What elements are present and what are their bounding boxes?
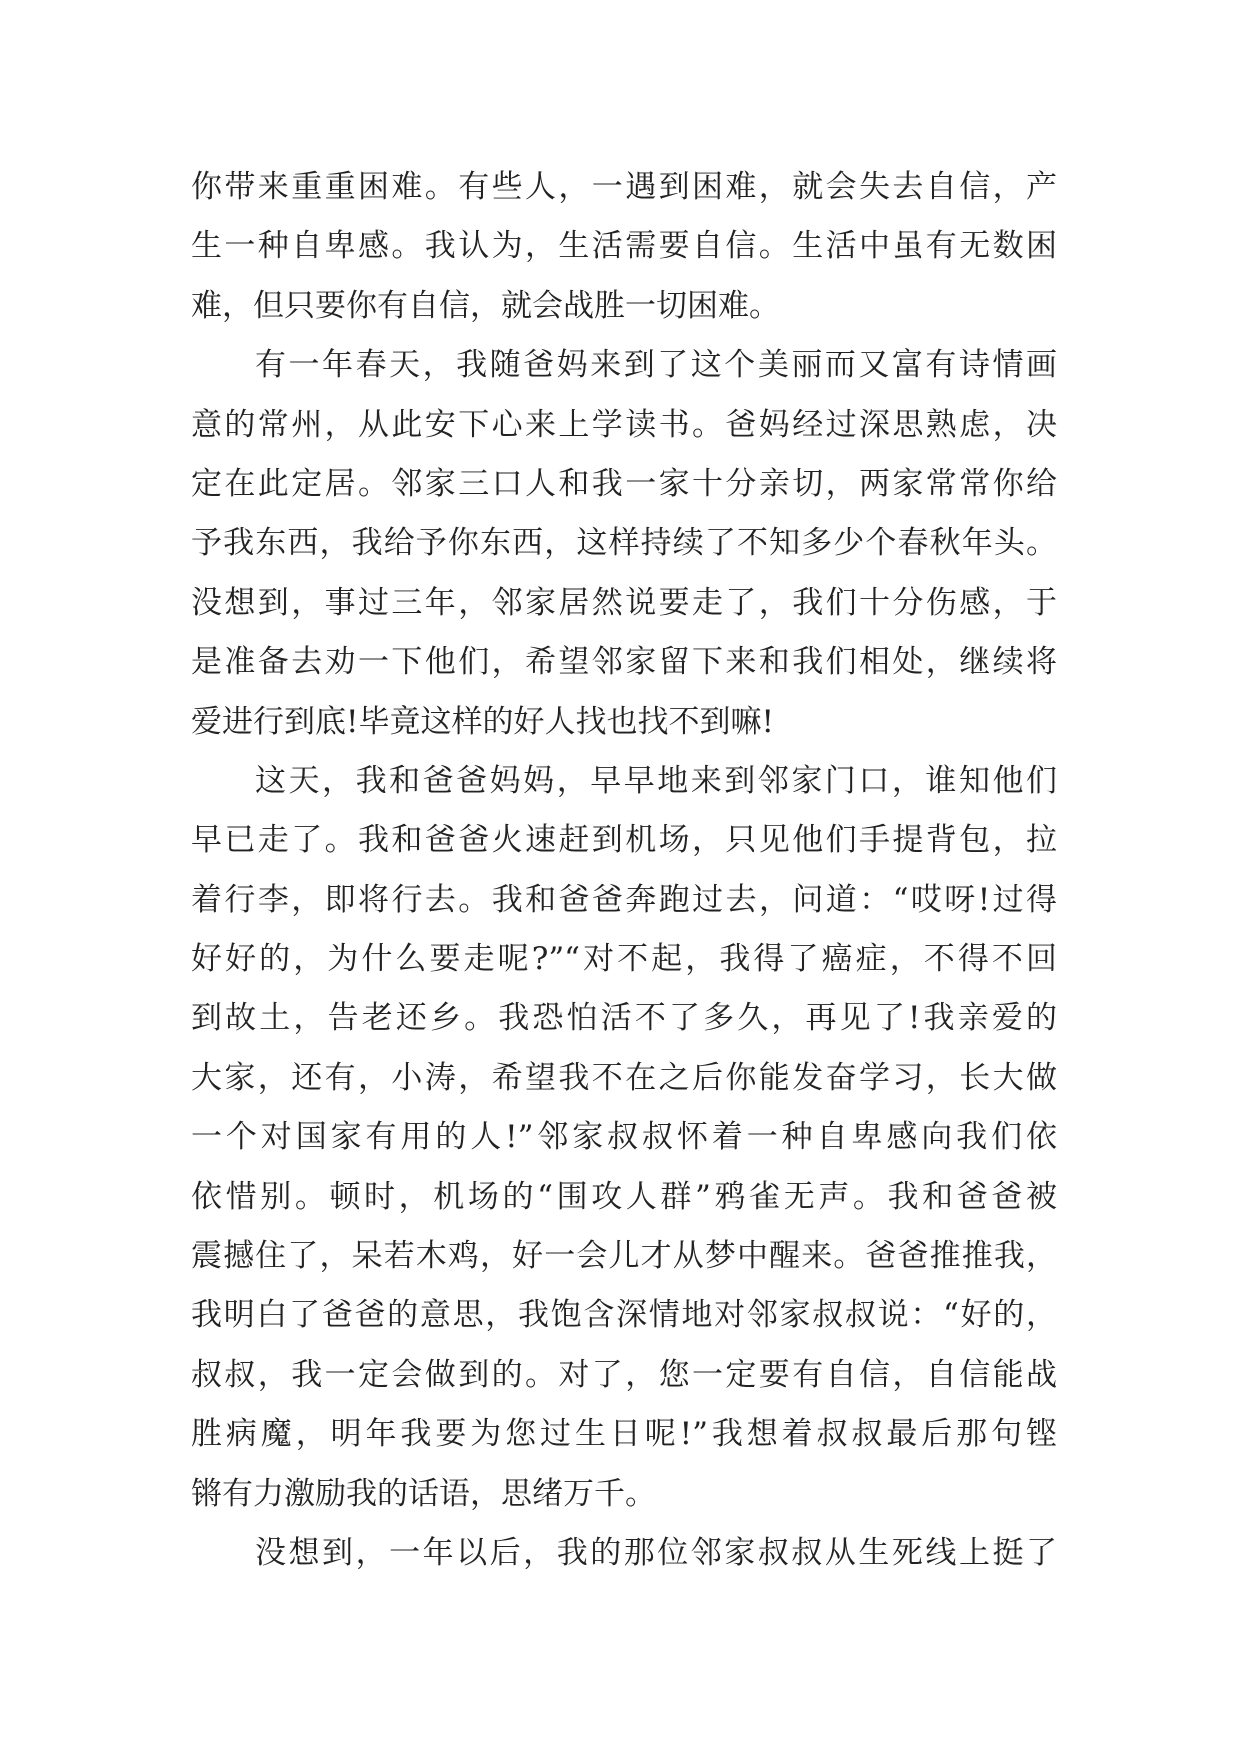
text-line: 定在此定居。邻家三口人和我一家十分亲切，两家常常你给	[191, 465, 1057, 502]
text-line: 意的常州，从此安下心来上学读书。爸妈经过深思熟虑，决	[191, 406, 1057, 443]
text-line: 震撼住了，呆若木鸡，好一会儿才从梦中醒来。爸爸推推我，	[191, 1238, 1057, 1275]
text-line: 生一种自卑感。我认为，生活需要自信。生活中虽有无数困	[191, 228, 1057, 265]
text-line: 早已走了。我和爸爸火速赶到机场，只见他们手提背包，拉	[191, 822, 1057, 859]
text-line: 爱进行到底!毕竟这样的好人找也找不到嘛!	[191, 703, 774, 740]
text-line: 是准备去劝一下他们，希望邻家留下来和我们相处，继续将	[191, 644, 1057, 681]
body-text	[191, 158, 1057, 1583]
text-line: 一个对国家有用的人!”邻家叔叔怀着一种自卑感向我们依	[191, 1119, 1057, 1156]
text-line: 到故土，告老还乡。我恐怕活不了多久，再见了!我亲爱的	[191, 1000, 1057, 1037]
text-line: 你带来重重困难。有些人，一遇到困难，就会失去自信，产	[191, 169, 1057, 205]
paragraph-first-line: 这天，我和爸爸妈妈，早早地来到邻家门口，谁知他们	[255, 762, 1057, 799]
text-line: 锵有力激励我的话语，思绪万千。	[191, 1475, 656, 1512]
text-line: 着行李，即将行去。我和爸爸奔跑过去，问道：“哎呀!过得	[191, 881, 1057, 918]
text-line: 好好的，为什么要走呢?”“对不起，我得了癌症，不得不回	[191, 941, 1057, 978]
text-line: 予我东西，我给予你东西，这样持续了不知多少个春秋年头。	[191, 525, 1057, 562]
text-line: 没想到，事过三年，邻家居然说要走了，我们十分伤感，于	[191, 584, 1057, 621]
text-line: 大家，还有，小涛，希望我不在之后你能发奋学习，长大做	[191, 1059, 1057, 1096]
text-line: 难，但只要你有自信，就会战胜一切困难。	[191, 287, 780, 324]
text-line: 胜病魔，明年我要为您过生日呢!”我想着叔叔最后那句铿	[191, 1416, 1057, 1453]
paragraph-first-line: 没想到，一年以后，我的那位邻家叔叔从生死线上挺了	[255, 1534, 1057, 1571]
text-line: 叔叔，我一定会做到的。对了，您一定要有自信，自信能战	[191, 1356, 1057, 1393]
text-line: 我明白了爸爸的意思，我饱含深情地对邻家叔叔说：“好的，	[191, 1297, 1057, 1334]
paragraph-first-line: 有一年春天，我随爸妈来到了这个美丽而又富有诗情画	[255, 347, 1057, 384]
text-line: 依惜别。顿时，机场的“围攻人群”鸦雀无声。我和爸爸被	[191, 1178, 1057, 1215]
